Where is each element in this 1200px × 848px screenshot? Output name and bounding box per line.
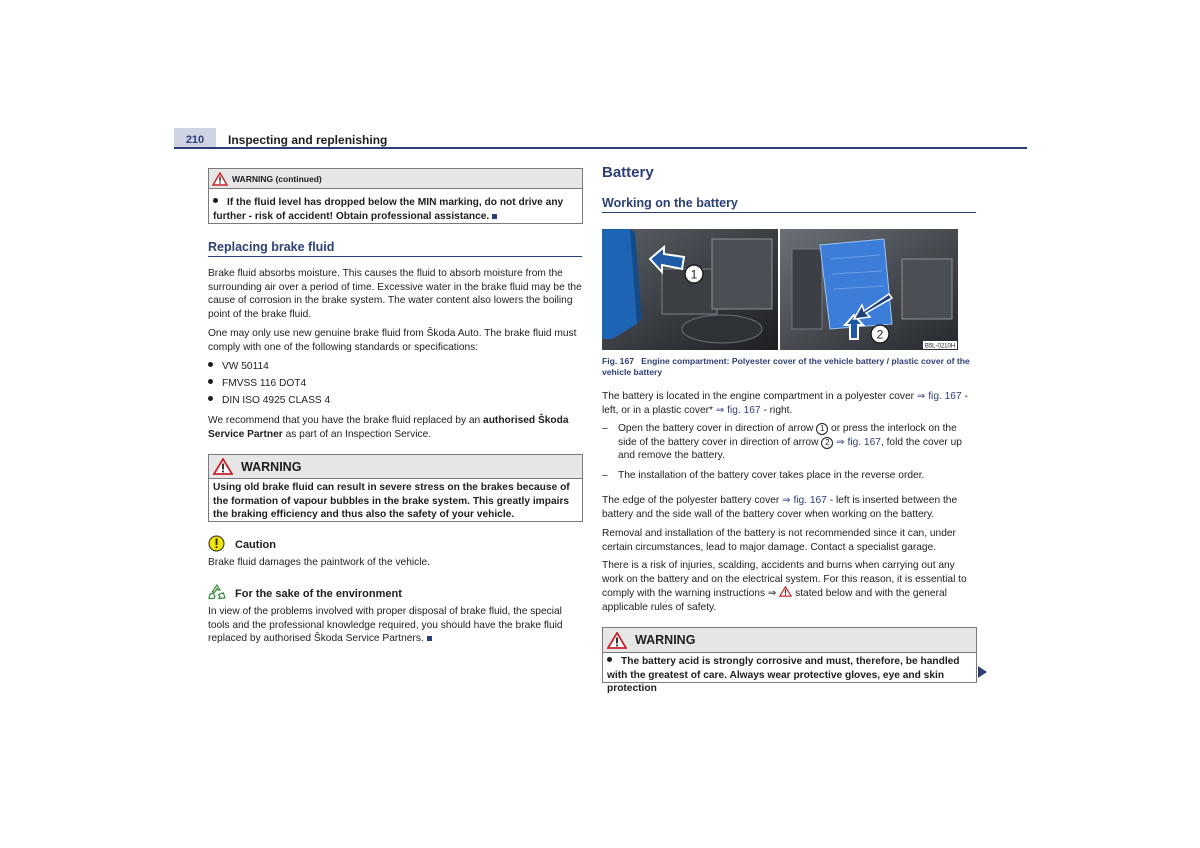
bullet-icon: [208, 362, 213, 367]
bullet-icon: [208, 379, 213, 384]
engine-compartment-illustration: [602, 229, 958, 350]
warning-triangle-icon: [212, 172, 228, 186]
figure-link[interactable]: ⇒ fig. 167: [916, 391, 962, 402]
end-square-icon: [492, 214, 497, 219]
paragraph-cover-edge: [602, 494, 976, 521]
list-item: [208, 360, 582, 374]
figure-caption: [602, 356, 976, 378]
list-item: [208, 377, 582, 391]
warning-body: [603, 653, 976, 698]
text-span: stated below and with the general applicable rules of safety.: [602, 588, 947, 613]
figure-engine-compartment: [602, 229, 958, 350]
warning-text: The battery acid is strongly corrosive and must, therefore, be handled with the greatest of care. Always wear protective gloves, eye and skin protection: [607, 656, 960, 695]
header-rule: [174, 147, 1027, 149]
figure-caption-label: Fig. 167: [602, 356, 634, 366]
text-span: The battery is located in the engine compartment in a polyester cover: [602, 391, 917, 402]
text-span: - right.: [760, 404, 793, 416]
subsection-title-working-on-battery: Working on the battery: [602, 196, 738, 210]
text-span: In view of the problems involved with proper disposal of brake fluid, the special tools and the professional knowledge required, you should have the brake fluid replaced by authorised Škoda Service Partners.: [208, 606, 563, 645]
arrow-number-1: 1: [816, 423, 828, 435]
dash-marker: –: [602, 470, 608, 481]
text-span: or press the interlock on the side of the battery cover in direction of arrow: [618, 423, 957, 448]
warning-continued-header: [209, 169, 582, 189]
warning-title: WARNING: [241, 459, 302, 474]
warning-box-battery: [602, 627, 977, 695]
text-span: Open the battery cover in direction of arrow: [618, 423, 817, 434]
spec-text: DIN ISO 4925 CLASS 4: [222, 395, 331, 407]
warning-title: WARNING: [635, 633, 696, 647]
page-number: 210: [174, 128, 216, 149]
paragraph-genuine-brake-fluid: One may only use new genuine brake fluid from Škoda Auto. The brake fluid must comply with one of the following standards or specifications:: [208, 328, 577, 353]
paragraph-battery-location: [602, 390, 976, 417]
warning-continued-title: WARNING (continued): [232, 173, 322, 184]
warning-triangle-icon: [779, 586, 792, 597]
specs-list: [208, 360, 582, 408]
warning-continued-text: If the fluid level has dropped below the MIN marking, do not drive any further - risk of accident! Obtain professional assistance.: [213, 197, 564, 222]
warning-header: [209, 455, 582, 479]
paragraph-removal-not-recommended: Removal and installation of the battery is not recommended since it can, under certain circumstances, lead to major damage. Contact a specialist garage.: [602, 528, 956, 553]
arrow-number-2: 2: [821, 437, 833, 449]
dash-marker: –: [602, 423, 608, 434]
figure-caption-text: Engine compartment: Polyester cover of the vehicle battery / plastic cover of the vehicle battery: [602, 356, 970, 377]
text-span: We recommend that you have the brake fluid replaced by an: [208, 415, 484, 426]
environment-text: [208, 605, 582, 646]
warning-header: [603, 628, 976, 653]
warning-box-brake: [208, 454, 583, 522]
environment-title: For the sake of the environment: [235, 588, 402, 600]
section-rule: [602, 212, 976, 213]
recycling-icon: [208, 584, 226, 601]
paragraph-recommendation: [208, 414, 582, 441]
text-span: as part of an Inspection Service.: [282, 428, 432, 440]
bullet-icon: [607, 657, 612, 662]
caution-title: Caution: [235, 539, 276, 551]
end-square-icon: [427, 636, 432, 641]
spec-text: VW 50114: [222, 361, 269, 372]
page-header-title: Inspecting and replenishing: [228, 133, 388, 147]
section-title-battery: Battery: [602, 164, 654, 181]
text-span: - left is inserted between the battery and the side wall of the battery cover when working on the battery.: [602, 495, 958, 520]
bullet-icon: [213, 198, 218, 203]
bullet-icon: [208, 396, 213, 401]
section-rule: [208, 256, 582, 257]
step-text: [618, 422, 976, 463]
warning-triangle-icon: [213, 458, 233, 475]
continue-arrow-icon: [978, 666, 987, 678]
text-span: There is a risk of injuries, scalding, accidents and burns when carrying out any work on the battery and on the electrical system. For this reason, it is essential to comply with the warning instructions ⇒: [602, 560, 967, 600]
caution-text: Brake fluid damages the paintwork of the vehicle.: [208, 557, 430, 568]
step-text: The installation of the battery cover takes place in the reverse order.: [618, 470, 925, 481]
figure-marker-2: 2: [876, 327, 884, 342]
text-bold: authorised Škoda Service Partner: [208, 415, 569, 440]
step-reverse-order: [602, 469, 976, 483]
step-open-cover: [602, 422, 976, 463]
text-span: , fold the cover up and remove the battery.: [618, 436, 962, 462]
warning-triangle-icon: [607, 632, 627, 649]
text-span: - left, or in a plastic cover*: [602, 391, 968, 416]
figure-link[interactable]: ⇒ fig. 167: [715, 404, 761, 416]
figure-link[interactable]: ⇒ fig. 167: [836, 436, 881, 448]
warning-continued-body: [209, 189, 582, 225]
warning-text: Using old brake fluid can result in severe stress on the brakes because of the formation of vapour bubbles in the brake system. This greatly impairs the braking efficiency and thus also the safety of your vehicle.: [213, 482, 570, 521]
paragraph-brake-fluid-moisture: Brake fluid absorbs moisture. This causes the fluid to absorb moisture from the surrounding air over a period of time. Excessive water in the brake fluid may be the cause of corrosion in the brake system. The water content also lowers the boiling point of the brake fluid.: [208, 268, 582, 320]
spec-text: FMVSS 116 DOT4: [222, 378, 307, 390]
figure-link[interactable]: ⇒ fig. 167: [782, 495, 827, 506]
list-item: [208, 394, 582, 408]
warning-continued-box: [208, 168, 583, 224]
caution-icon: [208, 535, 225, 552]
section-title-replacing-brake-fluid: Replacing brake fluid: [208, 240, 335, 254]
figure-code: B5L-0210H: [924, 343, 956, 350]
figure-marker-1: 1: [690, 267, 698, 282]
text-span: The edge of the polyester battery cover: [602, 495, 783, 506]
paragraph-risk-of-injuries: [602, 559, 976, 614]
